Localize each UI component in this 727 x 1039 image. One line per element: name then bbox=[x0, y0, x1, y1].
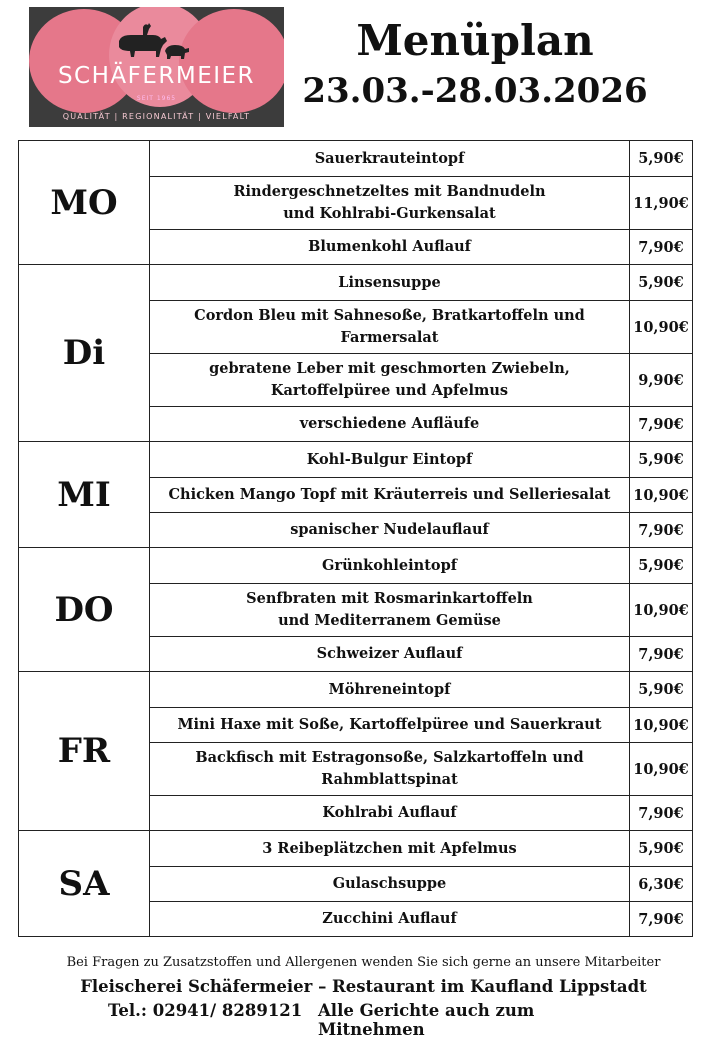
table-row bbox=[19, 672, 693, 708]
logo-since: SEIT 1965 bbox=[136, 95, 177, 102]
dish-price: 10,90€ bbox=[630, 743, 693, 796]
menu-table bbox=[18, 140, 693, 937]
dish-price: 5,90€ bbox=[630, 442, 693, 478]
dish-price: 7,90€ bbox=[630, 513, 693, 548]
dish-price: 6,30€ bbox=[630, 867, 693, 902]
dish-name: Linsensuppe bbox=[150, 265, 630, 301]
dish-name: gebratene Leber mit geschmorten Zwiebeln, Kartoffelpüree und Apfelmus bbox=[150, 354, 630, 407]
dish-name: Blumenkohl Auflauf bbox=[150, 230, 630, 265]
dish-price: 10,90€ bbox=[630, 708, 693, 743]
dish-price: 5,90€ bbox=[630, 548, 693, 584]
table-row bbox=[19, 442, 693, 478]
day-label-friday: FR bbox=[19, 672, 150, 831]
day-label-monday: MO bbox=[19, 141, 150, 265]
dish-name: Zucchini Auflauf bbox=[150, 902, 630, 937]
dish-price: 7,90€ bbox=[630, 902, 693, 937]
dish-name: Chicken Mango Topf mit Kräuterreis und Selleriesalat bbox=[150, 478, 630, 513]
table-row bbox=[19, 141, 693, 177]
dish-price: 5,90€ bbox=[630, 141, 693, 177]
dish-name: Schweizer Auflauf bbox=[150, 637, 630, 672]
dish-price: 7,90€ bbox=[630, 407, 693, 442]
phone-number: Tel.: 02941/ 8289121 bbox=[108, 1001, 303, 1020]
allergen-note: Bei Fragen zu Zusatzstoffen und Allergenen wenden Sie sich gerne an unsere Mitarbeiter bbox=[66, 955, 661, 970]
dish-name: Kohlrabi Auflauf bbox=[150, 796, 630, 831]
restaurant-name: Fleischerei Schäfermeier – Restaurant im Kaufland Lippstadt bbox=[80, 977, 647, 996]
dish-name: Sauerkrauteintopf bbox=[150, 141, 630, 177]
table-row bbox=[19, 548, 693, 584]
farm-animals-icon bbox=[113, 21, 193, 65]
date-range: 23.03.-28.03.2026 bbox=[302, 71, 648, 111]
dish-price: 5,90€ bbox=[630, 672, 693, 708]
dish-name: Senfbraten mit Rosmarinkartoffeln und Mediterranem Gemüse bbox=[150, 584, 630, 637]
logo bbox=[29, 7, 284, 127]
dish-name: Backfisch mit Estragonsoße, Salzkartoffeln und Rahmblattspinat bbox=[150, 743, 630, 796]
contact-line bbox=[108, 1001, 638, 1039]
dish-name: spanischer Nudelauflauf bbox=[150, 513, 630, 548]
dish-price: 10,90€ bbox=[630, 584, 693, 637]
page-title: Menüplan bbox=[356, 16, 594, 65]
dish-price: 7,90€ bbox=[630, 230, 693, 265]
day-label-tuesday: Di bbox=[19, 265, 150, 442]
dish-name: Möhreneintopf bbox=[150, 672, 630, 708]
dish-name: Kohl-Bulgur Eintopf bbox=[150, 442, 630, 478]
dish-name: Gulaschsuppe bbox=[150, 867, 630, 902]
dish-name: verschiedene Aufläufe bbox=[150, 407, 630, 442]
dish-name: Cordon Bleu mit Sahnesoße, Bratkartoffeln und Farmersalat bbox=[150, 301, 630, 354]
dish-price: 9,90€ bbox=[630, 354, 693, 407]
takeaway-note: Alle Gerichte auch zum Mitnehmen bbox=[318, 1001, 535, 1039]
dish-price: 10,90€ bbox=[630, 301, 693, 354]
dish-name: Rindergeschnetzeltes mit Bandnudeln und Kohlrabi-Gurkensalat bbox=[150, 177, 630, 230]
table-row bbox=[19, 265, 693, 301]
day-label-saturday: SA bbox=[19, 831, 150, 937]
dish-price: 7,90€ bbox=[630, 637, 693, 672]
dish-name: Mini Haxe mit Soße, Kartoffelpüree und Sauerkraut bbox=[150, 708, 630, 743]
dish-price: 7,90€ bbox=[630, 796, 693, 831]
dish-price: 11,90€ bbox=[630, 177, 693, 230]
dish-price: 5,90€ bbox=[630, 265, 693, 301]
day-label-thursday: DO bbox=[19, 548, 150, 672]
day-label-wednesday: MI bbox=[19, 442, 150, 548]
dish-name: Grünkohleintopf bbox=[150, 548, 630, 584]
logo-brand: SCHÄFERMEIER bbox=[57, 63, 256, 89]
dish-price: 10,90€ bbox=[630, 478, 693, 513]
dish-name: 3 Reibeplätzchen mit Apfelmus bbox=[150, 831, 630, 867]
logo-tagline: QUALITÄT | REGIONALITÄT | VIELFALT bbox=[62, 112, 251, 121]
table-row bbox=[19, 831, 693, 867]
dish-price: 5,90€ bbox=[630, 831, 693, 867]
